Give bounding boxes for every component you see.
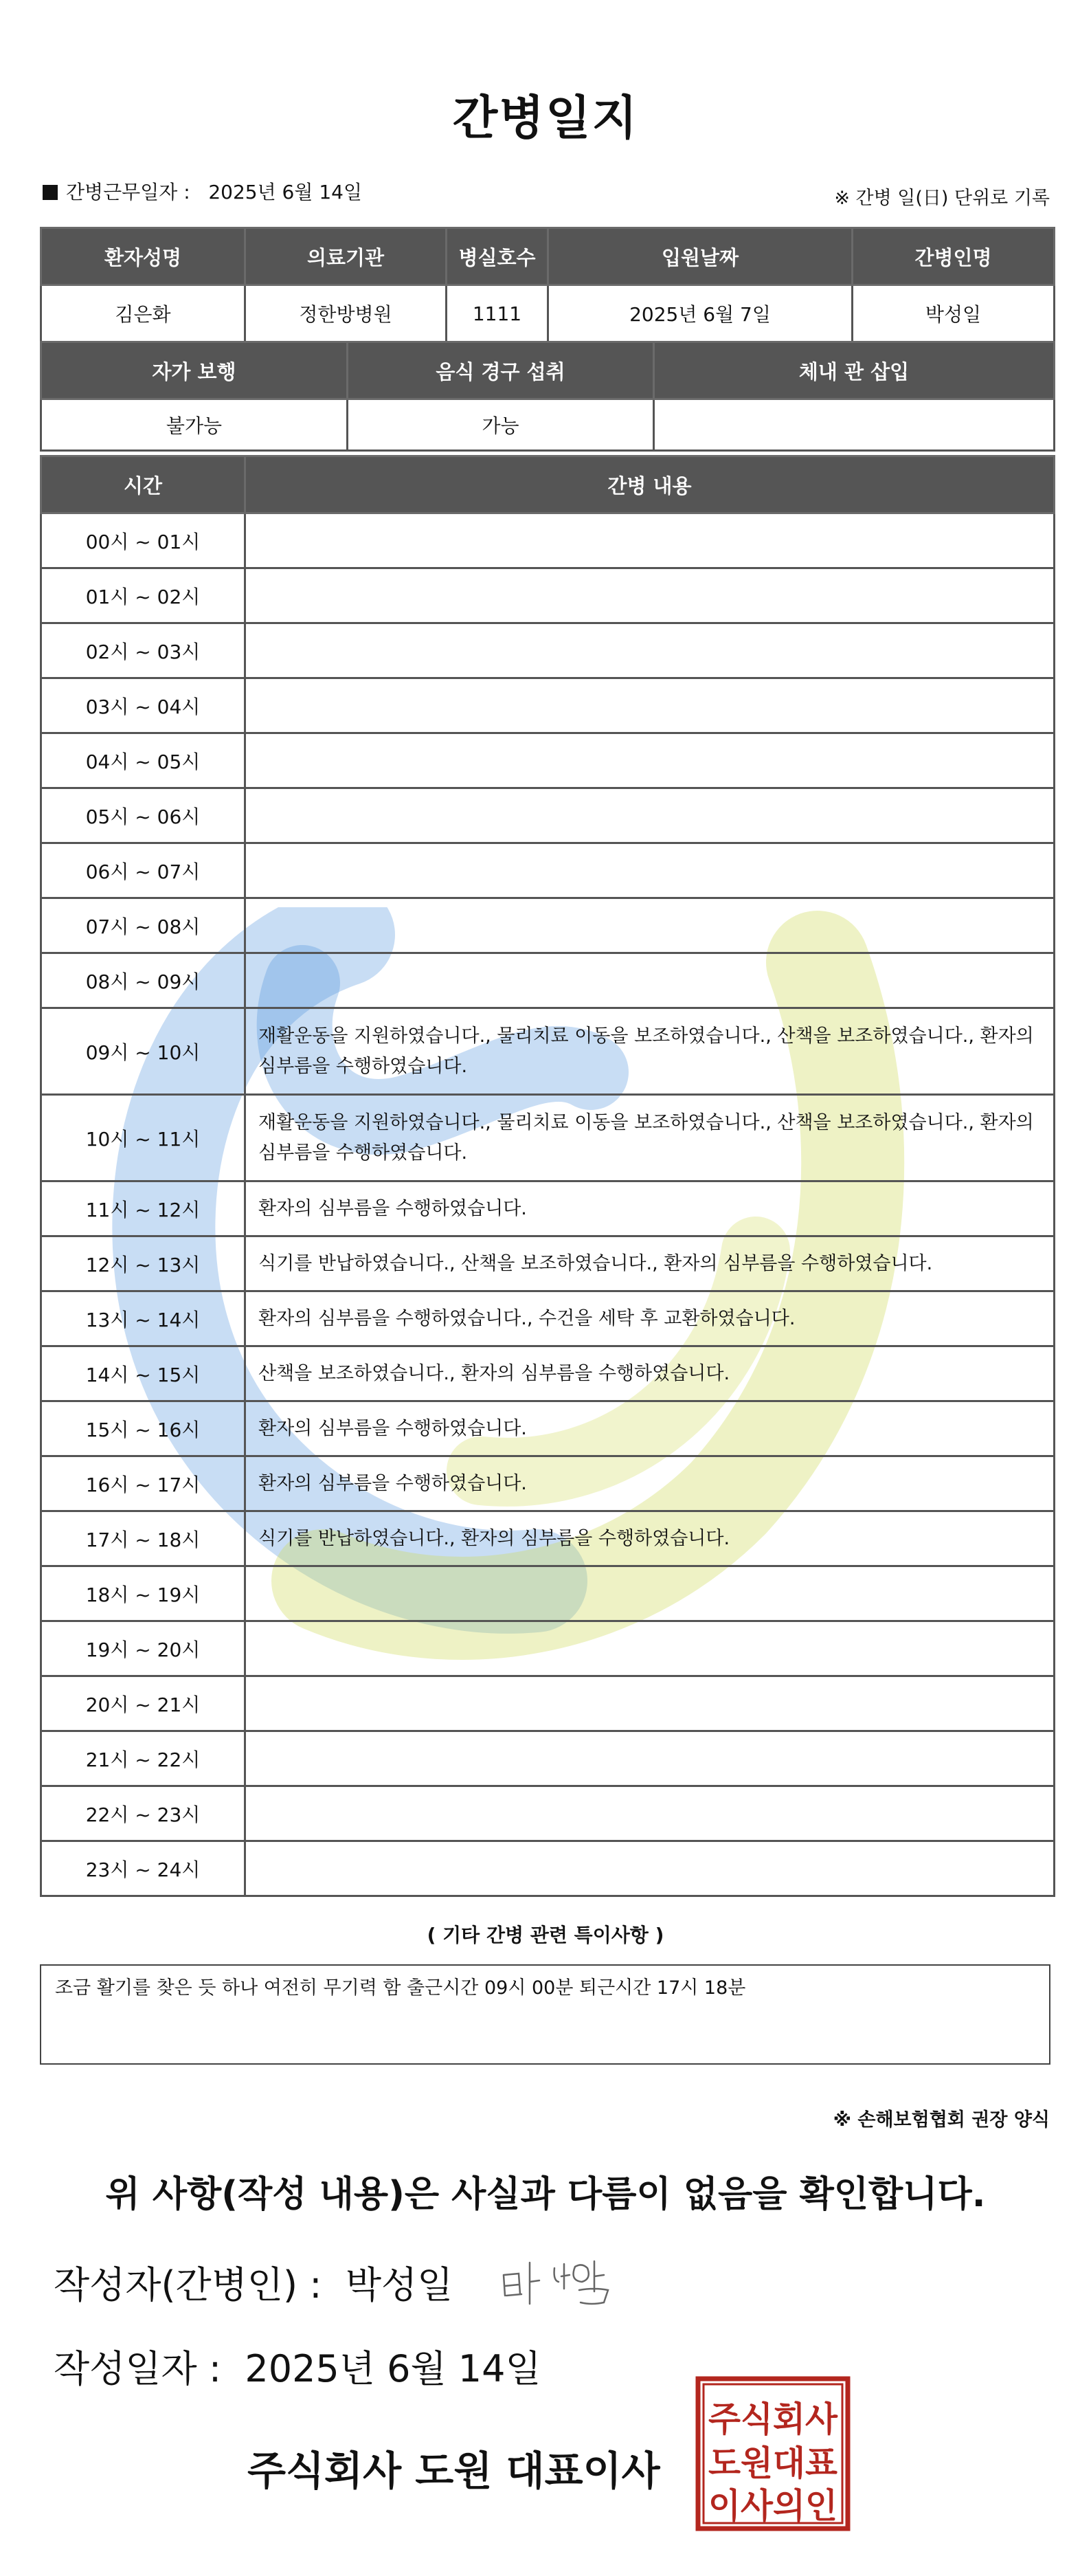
time-slot: 06시 ~ 07시 bbox=[41, 843, 245, 898]
table-row bbox=[41, 843, 1055, 898]
hospital-name: 정한방병원 bbox=[245, 285, 447, 342]
handwritten-signature bbox=[498, 2247, 636, 2309]
time-slot: 23시 ~ 24시 bbox=[41, 1841, 245, 1896]
time-slot: 14시 ~ 15시 bbox=[41, 1346, 245, 1401]
care-content: 환자의 심부름을 수행하였습니다. bbox=[245, 1401, 1055, 1456]
association-note: ※ 손해보험협회 권장 양식 bbox=[833, 2109, 1050, 2131]
table-row bbox=[41, 1008, 1055, 1095]
care-content bbox=[245, 953, 1055, 1008]
work-date-line: 간병근무일자 : 2025년 6월 14일 bbox=[43, 177, 362, 205]
patient-info-table bbox=[40, 227, 1055, 343]
room-number: 1111 bbox=[447, 285, 548, 342]
time-slot: 00시 ~ 01시 bbox=[41, 513, 245, 568]
time-slot: 12시 ~ 13시 bbox=[41, 1236, 245, 1291]
time-slot: 02시 ~ 03시 bbox=[41, 623, 245, 678]
care-content bbox=[245, 733, 1055, 788]
notes-title: ( 기타 간병 관련 특이사항 ) bbox=[427, 1924, 664, 1946]
table-row bbox=[41, 1181, 1055, 1236]
table-row bbox=[41, 1566, 1055, 1621]
square-bullet-icon bbox=[43, 185, 58, 200]
time-slot: 01시 ~ 02시 bbox=[41, 568, 245, 623]
care-content bbox=[245, 898, 1055, 953]
header-care-content: 간병 내용 bbox=[245, 456, 1055, 513]
header-admission-date: 입원날짜 bbox=[548, 228, 853, 285]
care-content: 재활운동을 지원하였습니다., 물리치료 이동을 보조하였습니다., 산책을 보조하였습니다., 환자의 심부름을 수행하였습니다. bbox=[245, 1008, 1055, 1095]
table-row bbox=[41, 1291, 1055, 1346]
care-content bbox=[245, 788, 1055, 843]
care-content bbox=[245, 568, 1055, 623]
header-oral-intake: 음식 경구 섭취 bbox=[348, 342, 654, 399]
table-row bbox=[41, 1621, 1055, 1676]
table-row bbox=[41, 1401, 1055, 1456]
time-slot: 09시 ~ 10시 bbox=[41, 1008, 245, 1095]
patient-status-table bbox=[40, 341, 1055, 452]
writer-name: 박성일 bbox=[345, 2263, 453, 2307]
table-row bbox=[41, 1841, 1055, 1896]
care-content bbox=[245, 513, 1055, 568]
care-content: 재활운동을 지원하였습니다., 물리치료 이동을 보조하였습니다., 산책을 보조하였습니다., 환자의 심부름을 수행하였습니다. bbox=[245, 1095, 1055, 1181]
time-slot: 11시 ~ 12시 bbox=[41, 1181, 245, 1236]
admission-date: 2025년 6월 7일 bbox=[548, 285, 853, 342]
care-content: 산책을 보조하였습니다., 환자의 심부름을 수행하였습니다. bbox=[245, 1346, 1055, 1401]
table-row bbox=[41, 1236, 1055, 1291]
table-row bbox=[41, 788, 1055, 843]
document-title: 간병일지 bbox=[452, 91, 639, 146]
header-time: 시간 bbox=[41, 456, 245, 513]
time-slot: 04시 ~ 05시 bbox=[41, 733, 245, 788]
time-slot: 05시 ~ 06시 bbox=[41, 788, 245, 843]
time-slot: 20시 ~ 21시 bbox=[41, 1676, 245, 1731]
care-content bbox=[245, 1566, 1055, 1621]
unit-note: ※ 간병 일(日) 단위로 기록 bbox=[834, 188, 1050, 209]
table-row bbox=[41, 733, 1055, 788]
table-row bbox=[41, 1346, 1055, 1401]
table-row bbox=[41, 1095, 1055, 1181]
seal-line-1: 주식회사 bbox=[708, 2399, 838, 2439]
care-content bbox=[245, 1841, 1055, 1896]
work-date-value: 2025년 6월 14일 bbox=[208, 181, 362, 203]
table-row bbox=[41, 898, 1055, 953]
table-row bbox=[41, 623, 1055, 678]
time-slot: 08시 ~ 09시 bbox=[41, 953, 245, 1008]
table-row bbox=[41, 1511, 1055, 1566]
company-representative: 주식회사 도원 대표이사 bbox=[247, 2447, 660, 2494]
time-slot: 19시 ~ 20시 bbox=[41, 1621, 245, 1676]
care-content bbox=[245, 1676, 1055, 1731]
seal-line-3: 이사의인 bbox=[708, 2486, 837, 2526]
header-caregiver: 간병인명 bbox=[853, 228, 1055, 285]
care-log-table bbox=[40, 455, 1055, 1897]
care-content: 환자의 심부름을 수행하였습니다. bbox=[245, 1181, 1055, 1236]
time-slot: 15시 ~ 16시 bbox=[41, 1401, 245, 1456]
time-slot: 22시 ~ 23시 bbox=[41, 1786, 245, 1841]
confirmation-statement: 위 사항(작성 내용)은 사실과 다름이 없음을 확인합니다. bbox=[105, 2174, 986, 2215]
time-slot: 07시 ~ 08시 bbox=[41, 898, 245, 953]
care-content bbox=[245, 1731, 1055, 1786]
notes-box: 조금 활기를 찾은 듯 하나 여전히 무기력 함 출근시간 09시 00분 퇴근시간 17시 18분 bbox=[40, 1964, 1050, 2065]
time-slot: 18시 ~ 19시 bbox=[41, 1566, 245, 1621]
care-content: 환자의 심부름을 수행하였습니다., 수건을 세탁 후 교환하였습니다. bbox=[245, 1291, 1055, 1346]
care-content bbox=[245, 843, 1055, 898]
write-date-value: 2025년 6월 14일 bbox=[245, 2347, 541, 2390]
table-row bbox=[41, 1731, 1055, 1786]
care-content bbox=[245, 678, 1055, 733]
care-content: 환자의 심부름을 수행하였습니다. bbox=[245, 1456, 1055, 1511]
time-slot: 16시 ~ 17시 bbox=[41, 1456, 245, 1511]
table-row bbox=[41, 1786, 1055, 1841]
writer-line bbox=[54, 2256, 453, 2309]
seal-line-2: 도원대표 bbox=[708, 2443, 838, 2483]
table-row bbox=[41, 678, 1055, 733]
caregiver-name: 박성일 bbox=[853, 285, 1055, 342]
header-self-walking: 자가 보행 bbox=[41, 342, 348, 399]
table-row bbox=[41, 568, 1055, 623]
care-content bbox=[245, 623, 1055, 678]
oral-intake-value: 가능 bbox=[348, 399, 654, 451]
header-hospital: 의료기관 bbox=[245, 228, 447, 285]
work-date-label: 간병근무일자 bbox=[66, 181, 178, 203]
write-date-label: 작성일자 : bbox=[54, 2347, 222, 2390]
time-slot: 03시 ~ 04시 bbox=[41, 678, 245, 733]
time-slot: 10시 ~ 11시 bbox=[41, 1095, 245, 1181]
table-row bbox=[41, 1676, 1055, 1731]
tube-insertion-value bbox=[654, 399, 1055, 451]
header-patient-name: 환자성명 bbox=[41, 228, 245, 285]
table-row bbox=[41, 953, 1055, 1008]
company-seal bbox=[694, 2375, 852, 2533]
care-content: 식기를 반납하였습니다., 환자의 심부름을 수행하였습니다. bbox=[245, 1511, 1055, 1566]
care-content: 식기를 반납하였습니다., 산책을 보조하였습니다., 환자의 심부름을 수행하였습니다. bbox=[245, 1236, 1055, 1291]
header-tube-insertion: 체내 관 삽입 bbox=[654, 342, 1055, 399]
time-slot: 13시 ~ 14시 bbox=[41, 1291, 245, 1346]
patient-name: 김은화 bbox=[41, 285, 245, 342]
writer-label: 작성자(간병인) : bbox=[54, 2263, 322, 2307]
self-walking-value: 불가능 bbox=[41, 399, 348, 451]
care-content bbox=[245, 1786, 1055, 1841]
header-room: 병실호수 bbox=[447, 228, 548, 285]
time-slot: 17시 ~ 18시 bbox=[41, 1511, 245, 1566]
table-row bbox=[41, 1456, 1055, 1511]
care-log-body bbox=[41, 513, 1055, 1896]
care-content bbox=[245, 1621, 1055, 1676]
table-row bbox=[41, 513, 1055, 568]
time-slot: 21시 ~ 22시 bbox=[41, 1731, 245, 1786]
write-date-line bbox=[54, 2340, 541, 2392]
